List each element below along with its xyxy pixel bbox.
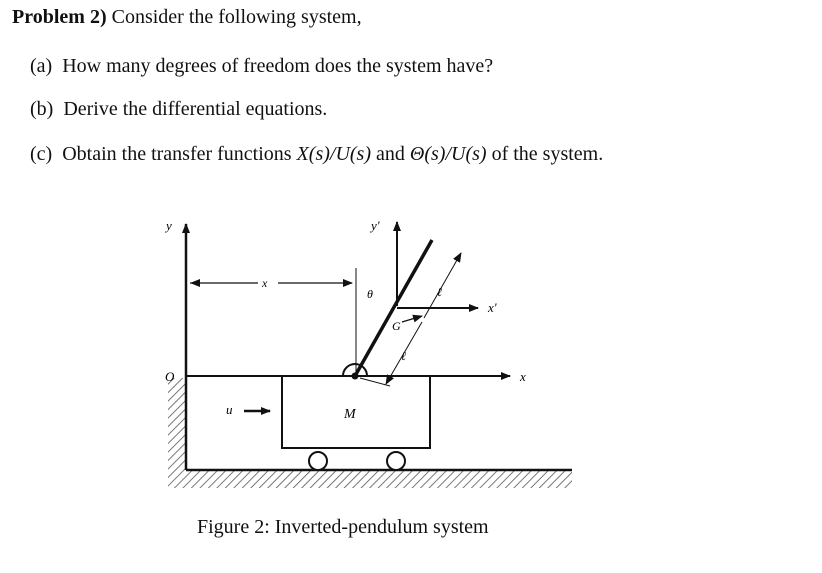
question-a-text: How many degrees of freedom does the system have?	[62, 55, 494, 77]
transfer-function-theta: Θ(s)/U(s)	[409, 143, 487, 165]
problem-intro: Consider the following system,	[106, 6, 362, 28]
lower-length-label: ℓ	[401, 349, 406, 363]
x-dimension-label: x	[262, 276, 268, 290]
origin-label: O	[165, 369, 175, 384]
question-c-text-before: Obtain the transfer functions	[62, 143, 297, 165]
x-dimension-arrow-left	[190, 279, 200, 287]
y-prime-label: y'	[371, 218, 380, 233]
theta-label: θ	[367, 287, 373, 301]
left-wheel	[309, 452, 327, 470]
problem-number: Problem 2)	[12, 6, 107, 28]
question-b-text: Derive the differential equations.	[63, 98, 328, 120]
question-c-text-after: of the system.	[486, 143, 604, 165]
question-c-text-mid: and	[371, 143, 410, 165]
y-axis-label: y	[166, 218, 172, 233]
wall-hatch	[168, 378, 186, 470]
question-b-label: (b)	[30, 98, 54, 120]
force-label: u	[226, 402, 233, 417]
question-a-label: (a)	[30, 55, 53, 77]
center-of-mass-label: G	[392, 319, 401, 333]
question-c-label: (c)	[30, 143, 53, 165]
cart-body	[282, 376, 430, 448]
right-wheel	[387, 452, 405, 470]
figure-caption: Figure 2: Inverted-pendulum system	[197, 516, 489, 538]
transfer-function-x: X(s)/U(s)	[296, 143, 372, 165]
x-axis-label: x	[520, 369, 526, 384]
cart-mass-label: M	[344, 407, 356, 422]
x-prime-label: x'	[488, 300, 497, 315]
center-of-mass-pointer	[402, 316, 422, 322]
floor-hatch	[168, 470, 572, 488]
upper-length-label: ℓ	[437, 285, 442, 299]
